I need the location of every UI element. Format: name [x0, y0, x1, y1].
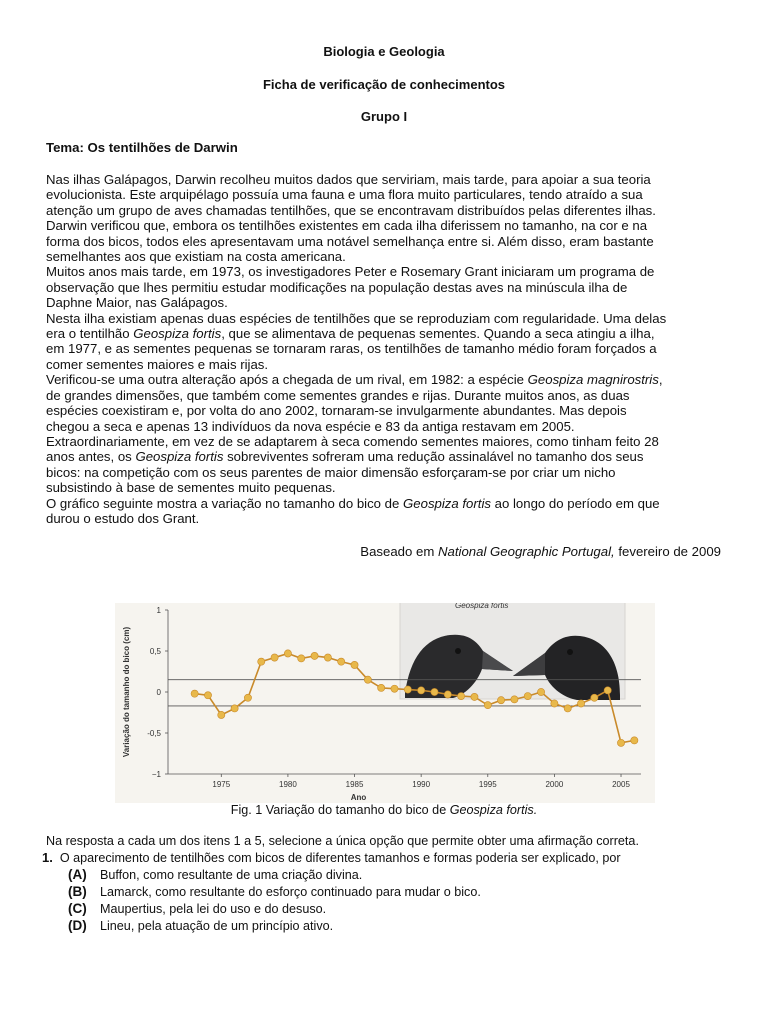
body-text-segment: de grandes dimensões, que também come sementes grandes e rijas. Durante muitos anos, as duas — [46, 387, 630, 403]
body-text-segment: chegou a seca e apenas 13 indivíduos da nova espécie e 83 da antiga restavam em 2005. — [46, 418, 575, 434]
body-text-segment: atenção um grupo de aves chamadas tentilhões, que se encontravam distribuídos pelas diferentes ilhas. — [46, 202, 656, 218]
data-point — [418, 687, 425, 694]
x-tick-label: 1975 — [212, 780, 231, 789]
data-point — [631, 737, 638, 744]
body-line — [46, 403, 726, 418]
body-line — [46, 449, 726, 464]
body-text-segment: anos antes, os — [46, 449, 136, 465]
body-line — [46, 280, 726, 295]
body-text-segment: subsistindo à base de sementes muito pequenas. — [46, 480, 336, 496]
body-text-segment: , que se alimentava de pequenas sementes. Quando a seca atingiu a ilha, — [221, 326, 655, 342]
source-suffix: fevereiro de 2009 — [614, 544, 721, 559]
species-name: Geospiza fortis — [133, 326, 222, 342]
option-a-text: Buffon, como resultante de uma criação divina. — [100, 868, 363, 882]
body-text-segment: Muitos anos mais tarde, em 1973, os investigadores Peter e Rosemary Grant iniciaram um programa de — [46, 264, 655, 280]
data-point — [324, 654, 331, 661]
figure-caption-prefix: Fig. 1 Variação do tamanho do bico de — [230, 803, 450, 817]
species-name: Geospiza magnirostris — [527, 372, 659, 388]
finch-photo — [400, 603, 625, 700]
data-point — [537, 688, 544, 695]
beak-size-chart — [115, 603, 655, 803]
data-point — [284, 650, 291, 657]
data-point — [564, 705, 571, 712]
body-text-segment: , — [658, 372, 663, 388]
data-point — [364, 676, 371, 683]
body-line — [46, 203, 726, 218]
data-point — [338, 658, 345, 665]
data-point — [511, 696, 518, 703]
body-text-segment: Daphne Maior, nas Galápagos. — [46, 295, 228, 311]
body-text-segment: em 1977, e as sementes pequenas se tornaram raras, os tentilhões de tamanho médio foram forçados a — [46, 341, 657, 357]
theme-heading: Tema: Os tentilhões de Darwin — [46, 140, 238, 155]
source-prefix: Baseado em — [360, 544, 438, 559]
x-axis-label: Ano — [350, 793, 367, 802]
option-a-letter: (A) — [68, 867, 87, 882]
data-point — [458, 693, 465, 700]
subject-title: Biologia e Geologia — [323, 44, 445, 59]
instructions: Na resposta a cada um dos itens 1 a 5, selecione a única opção que permite obter uma afirmação correta. — [46, 834, 639, 848]
body-text-segment: Nas ilhas Galápagos, Darwin recolheu muitos dados que serviriam, mais tarde, para apoiar a sua teoria — [46, 172, 651, 187]
body-text-segment: semelhantes aos que existiam na costa americana. — [46, 249, 346, 265]
data-point — [271, 654, 278, 661]
data-point — [244, 694, 251, 701]
data-point — [231, 705, 238, 712]
x-tick-label: 1990 — [412, 780, 431, 789]
option-d-text: Lineu, pela atuação de um princípio ativo. — [100, 919, 334, 933]
body-line — [46, 218, 726, 233]
y-tick-label: 1 — [156, 606, 161, 615]
y-axis-label: Variação do tamanho do bico (cm) — [122, 626, 131, 758]
x-tick-label: 2005 — [612, 780, 630, 789]
option-b-text: Lamarck, como resultante do esforço continuado para mudar o bico. — [100, 885, 481, 899]
body-line — [46, 249, 726, 264]
question-1 — [42, 850, 621, 865]
data-point — [311, 652, 318, 659]
data-point — [497, 697, 504, 704]
data-point — [604, 687, 611, 694]
body-text-segment: comer sementes maiores e mais rijas. — [46, 356, 269, 372]
data-point — [484, 702, 491, 709]
data-point — [218, 711, 225, 718]
figure-caption-species: Geospiza fortis. — [449, 803, 538, 817]
data-point — [258, 658, 265, 665]
data-point — [351, 661, 358, 668]
body-text-segment: durou o estudo dos Grant. — [46, 510, 200, 526]
photo-label: Geospiza fortis — [455, 603, 509, 610]
data-point — [577, 700, 584, 707]
option-b-letter: (B) — [68, 884, 87, 899]
data-point — [617, 739, 624, 746]
body-text-segment: espécies coexistiram e, por volta do ano 2002, tornaram-se invulgarmente abundantes. Mas depois — [46, 403, 627, 419]
body-line — [46, 388, 726, 403]
body-text — [46, 172, 726, 526]
species-name: Geospiza fortis — [403, 495, 491, 511]
body-text-segment: bicos: na competição com os seus parentes de maior dimensão esforçaram-se por criar um nicho — [46, 464, 616, 480]
body-line — [46, 434, 726, 449]
body-line — [46, 187, 726, 202]
body-line — [46, 326, 726, 341]
body-line — [46, 480, 726, 495]
option-c-letter: (C) — [68, 901, 87, 916]
species-name: Geospiza fortis — [135, 449, 224, 465]
body-text-segment: Verificou-se uma outra alteração após a chegada de um rival, em 1982: a espécie — [46, 372, 528, 388]
body-line — [46, 264, 726, 279]
body-text-segment: observação que lhes permitiu estudar modificações na população destas aves na minúscula ilha de — [46, 279, 628, 295]
body-text-segment: era o tentilhão — [46, 326, 134, 342]
data-point — [191, 690, 198, 697]
body-line — [46, 372, 726, 387]
body-text-segment: Darwin verificou que, embora os tentilhões existentes em cada ilha diferissem no tamanho, na cor e na — [46, 218, 648, 234]
data-point — [391, 685, 398, 692]
body-text-segment: O gráfico seguinte mostra a variação no tamanho do bico de — [46, 495, 404, 511]
data-point — [524, 693, 531, 700]
data-point — [378, 684, 385, 691]
option-d[interactable] — [68, 918, 481, 935]
data-point — [404, 686, 411, 693]
y-tick-label: -0,5 — [147, 729, 161, 738]
body-line — [46, 511, 726, 526]
data-point — [431, 688, 438, 695]
figure-caption — [0, 803, 768, 817]
body-text-segment: sobreviventes sofreram uma redução assinalável no tamanho dos seus — [223, 449, 644, 465]
x-tick-label: 1985 — [345, 780, 364, 789]
group-title: Grupo I — [360, 109, 408, 124]
body-line — [46, 234, 726, 249]
body-text-segment: Extraordinariamente, em vez de se adaptarem à seca comendo sementes maiores, como tinham feito 28 — [46, 433, 659, 449]
body-text-segment: forma dos bicos, todos eles apresentavam uma notável semelhança entre si. Além disso, eram bastante — [46, 233, 654, 249]
data-point — [471, 693, 478, 700]
data-point — [591, 694, 598, 701]
source-citation — [360, 544, 721, 559]
data-point — [204, 692, 211, 699]
x-tick-label: 1980 — [279, 780, 297, 789]
body-text-segment: evolucionista. Este arquipélago possuía uma fauna e uma flora muito particulares, tendo atraído a sua — [46, 187, 643, 203]
x-tick-label: 2000 — [545, 780, 564, 789]
body-line — [46, 172, 726, 187]
option-d-letter: (D) — [68, 918, 87, 933]
source-title: National Geographic Portugal, — [438, 544, 615, 559]
y-tick-label: 0,5 — [149, 647, 161, 656]
body-line — [46, 295, 726, 310]
question-number: 1. — [42, 850, 53, 865]
x-tick-label: 1995 — [478, 780, 497, 789]
option-c[interactable] — [68, 901, 481, 918]
question-options — [68, 867, 481, 935]
y-tick-label: 0 — [156, 688, 161, 697]
body-line — [46, 341, 726, 356]
body-line — [46, 465, 726, 480]
y-tick-label: −1 — [151, 770, 161, 779]
body-text-segment: Nesta ilha existiam apenas duas espécies de tentilhões que se reproduziam com regularidade. Uma delas — [46, 310, 667, 326]
body-line — [46, 419, 726, 434]
sheet-title: Ficha de verificação de conhecimentos — [262, 77, 506, 92]
data-point — [444, 691, 451, 698]
body-line — [46, 357, 726, 372]
option-c-text: Maupertius, pela lei do uso e do desuso. — [100, 902, 327, 916]
option-a[interactable] — [68, 867, 481, 884]
data-point — [551, 700, 558, 707]
question-text: O aparecimento de tentilhões com bicos de diferentes tamanhos e formas poderia ser explicado, por — [59, 851, 621, 865]
option-b[interactable] — [68, 884, 481, 901]
body-text-segment: ao longo do período em que — [490, 495, 660, 511]
body-line — [46, 311, 726, 326]
data-point — [298, 655, 305, 662]
body-line — [46, 496, 726, 511]
